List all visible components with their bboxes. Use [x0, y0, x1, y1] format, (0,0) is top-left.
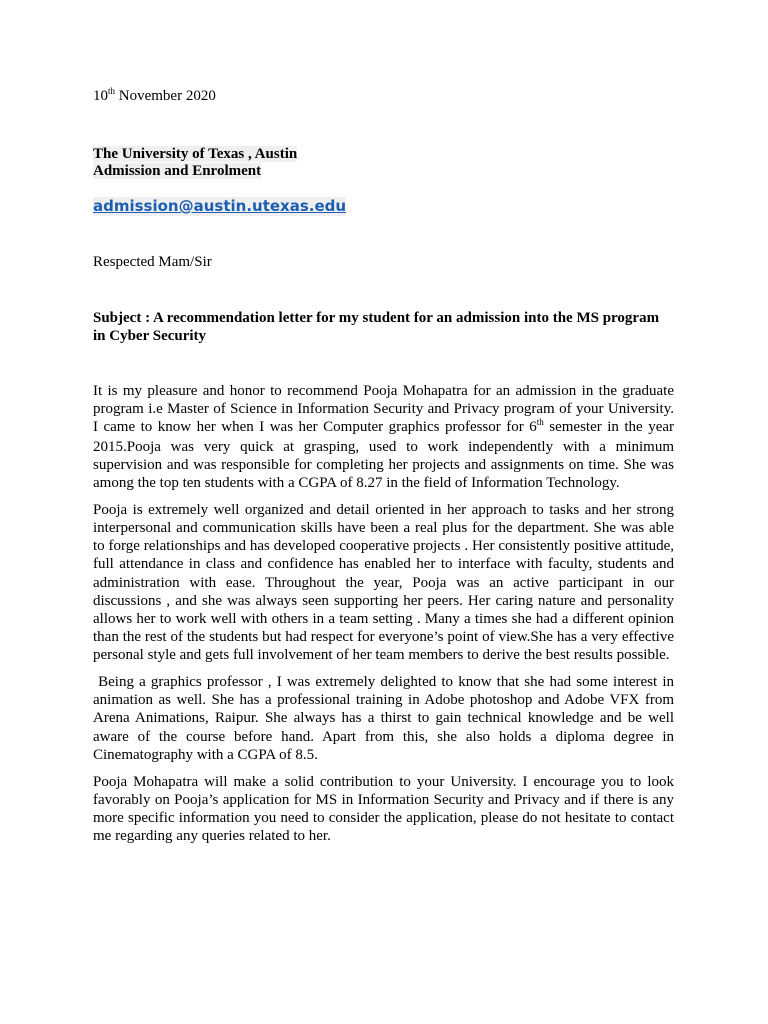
date-day: 10 — [93, 88, 108, 104]
letter-date — [93, 87, 216, 106]
letter-body — [93, 382, 678, 854]
body-paragraph-3: Being a graphics professor , I was extremely delighted to know that she had some interest in animation as well. She has a professional training in Adobe photoshop and Adobe VFX from Arena Animations, Raipur. She always has a thirst to gain technical knowledge and be well aware of the course before hand. Apart from this, she also holds a diploma degree in Cinematography with a CGPA of 8.5. — [93, 674, 678, 763]
salutation: Respected Mam/Sir — [93, 254, 212, 270]
recipient-block — [93, 146, 297, 180]
date-day-suffix: th — [108, 86, 116, 96]
paragraph-1-part-2: semester in the year 2015.Pooja was very quick at grasping, used to work independently with a minimum supervision and was responsible for completing her projects and assignments on time. She was among the top ten students with a CGPA of 8.27 in the field of Information Technology. — [93, 419, 675, 492]
paragraph-1-part-1: It is my pleasure and honor to recommend Pooja Mohapatra for an admission in the graduate program i.e Master of Science in Information Security and Privacy program of your University. I came to know her when I was her Computer graphics professor for 6 — [93, 383, 674, 436]
recipient-department: Admission and Enrolment — [93, 163, 262, 179]
date-month-year: November 2020 — [115, 88, 216, 104]
body-paragraph-1 — [93, 382, 674, 492]
recipient-email-link[interactable]: admission@austin.utexas.edu — [93, 197, 347, 215]
subject-line: Subject : A recommendation letter for my student for an admission into the MS program in Cyber Security — [93, 310, 660, 344]
body-paragraph-2: Pooja is extremely well organized and detail oriented in her approach to tasks and her strong interpersonal and communication skills have been a real plus for the department. She was able to forge relationships and has developed cooperative projects . Her consistently positive attitude, full attendance in class and confidence has enabled her to interface with faculty, students and administration with ease. Throughout the year, Pooja was an active participant in our discussions , and she was always seen supporting her peers. Her caring nature and personality allows her to work well with others in a team setting . Many a times she had a different opinion than the rest of the students but had respect for everyone’s point of view.She has a very effective personal style and gets full involvement of her team members to derive the best results possible. — [93, 501, 674, 664]
recipient-institution: The University of Texas , Austin — [93, 146, 298, 162]
body-paragraph-4: Pooja Mohapatra will make a solid contribution to your University. I encourage you to look favorably on Pooja’s application for MS in Information Security and Privacy and if there is any more specific information you need to consider the application, please do not hesitate to contact me regarding any queries related to her. — [93, 773, 674, 845]
semester-ordinal-suffix: th — [536, 417, 544, 428]
